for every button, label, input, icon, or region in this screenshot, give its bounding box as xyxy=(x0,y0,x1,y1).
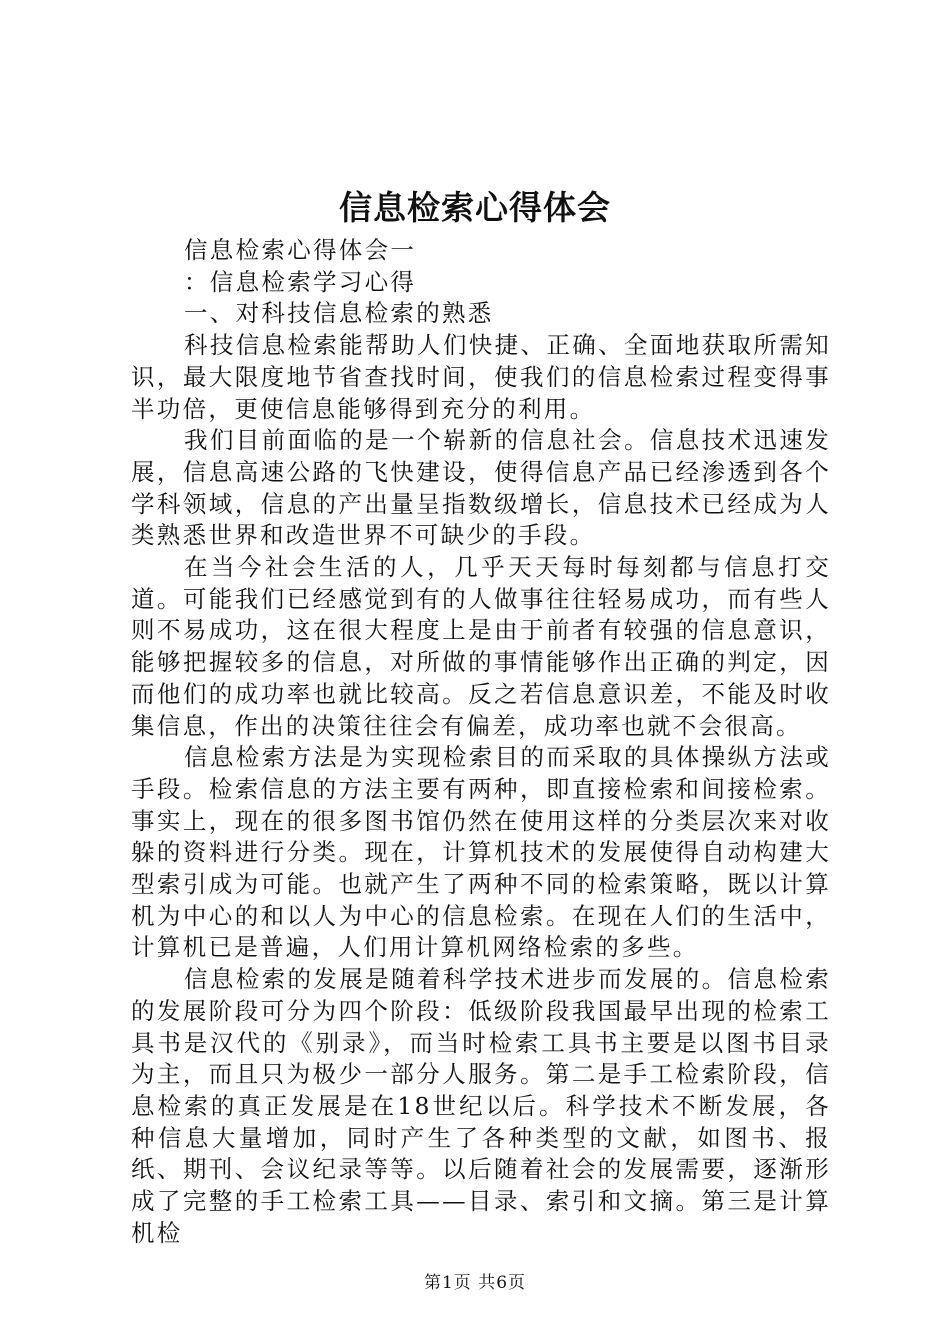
paragraph-section-heading: 一、对科技信息检索的熟悉 xyxy=(184,299,494,328)
paragraph: 在当今社会生活的人，几乎天天每时每刻都与信息打交道。可能我们已经感觉到有的人做事往往轻易成功，而有些人则不易成功，这在很大程度上是由于前者有较强的信息意识，能够把握较多的信息，对所做的事情能够作出正确的判定，因而他们的成功率也就比较高。反之若信息意识差，不能及时收集信息，作出的决策往往会有偏差，成功率也就不会很高。 xyxy=(131,553,831,740)
page-footer: 第1页 共6页 xyxy=(423,1273,527,1293)
document-title: 信息检索心得体会 xyxy=(339,188,611,227)
paragraph: 信息检索的发展是随着科学技术进步而发展的。信息检索的发展阶段可分为四个阶段：低级阶段我国最早出现的检索工具书是汉代的《别录》，而当时检索工具书主要是以图书目录为主，而且只为极少一部分人服务。第二是手工检索阶段，信息检索的真正发展是在18世纪以后。科学技术不断发展，各种信息大量增加，同时产生了各种类型的文献，如图书、报纸、期刊、会议纪录等等。以后随着社会的发展需要，逐渐形成了完整的手工检索工具——目录、索引和文摘。第三是计算机检 xyxy=(131,965,831,1247)
paragraph: 信息检索方法是为实现检索目的而采取的具体操纵方法或手段。检索信息的方法主要有两种，即直接检索和间接检索。事实上，现在的很多图书馆仍然在使用这样的分类层次来对收躲的资料进行分类。现在，计算机技术的发展使得自动构建大型索引成为可能。也就产生了两种不同的检索策略，既以计算机为中心的和以人为中心的信息检索。在现在人们的生活中，计算机已是普遍，人们用计算机网络检索的多些。 xyxy=(131,743,831,962)
paragraph: 科技信息检索能帮助人们快捷、正确、全面地获取所需知识，最大限度地节省查找时间，使我们的信息检索过程变得事半功倍，更使信息能够得到充分的利用。 xyxy=(131,331,831,423)
paragraph-heading-2: ：信息检索学习心得 xyxy=(184,267,417,296)
paragraph: 我们目前面临的是一个崭新的信息社会。信息技术迅速发展，信息高速公路的飞快建设，使得信息产品已经渗透到各个学科领域，信息的产出量呈指数级增长，信息技术已经成为人类熟悉世界和改造世界不可缺少的手段。 xyxy=(131,426,831,550)
paragraph-heading-1: 信息检索心得体会一 xyxy=(184,236,417,264)
document-body xyxy=(131,235,831,1250)
